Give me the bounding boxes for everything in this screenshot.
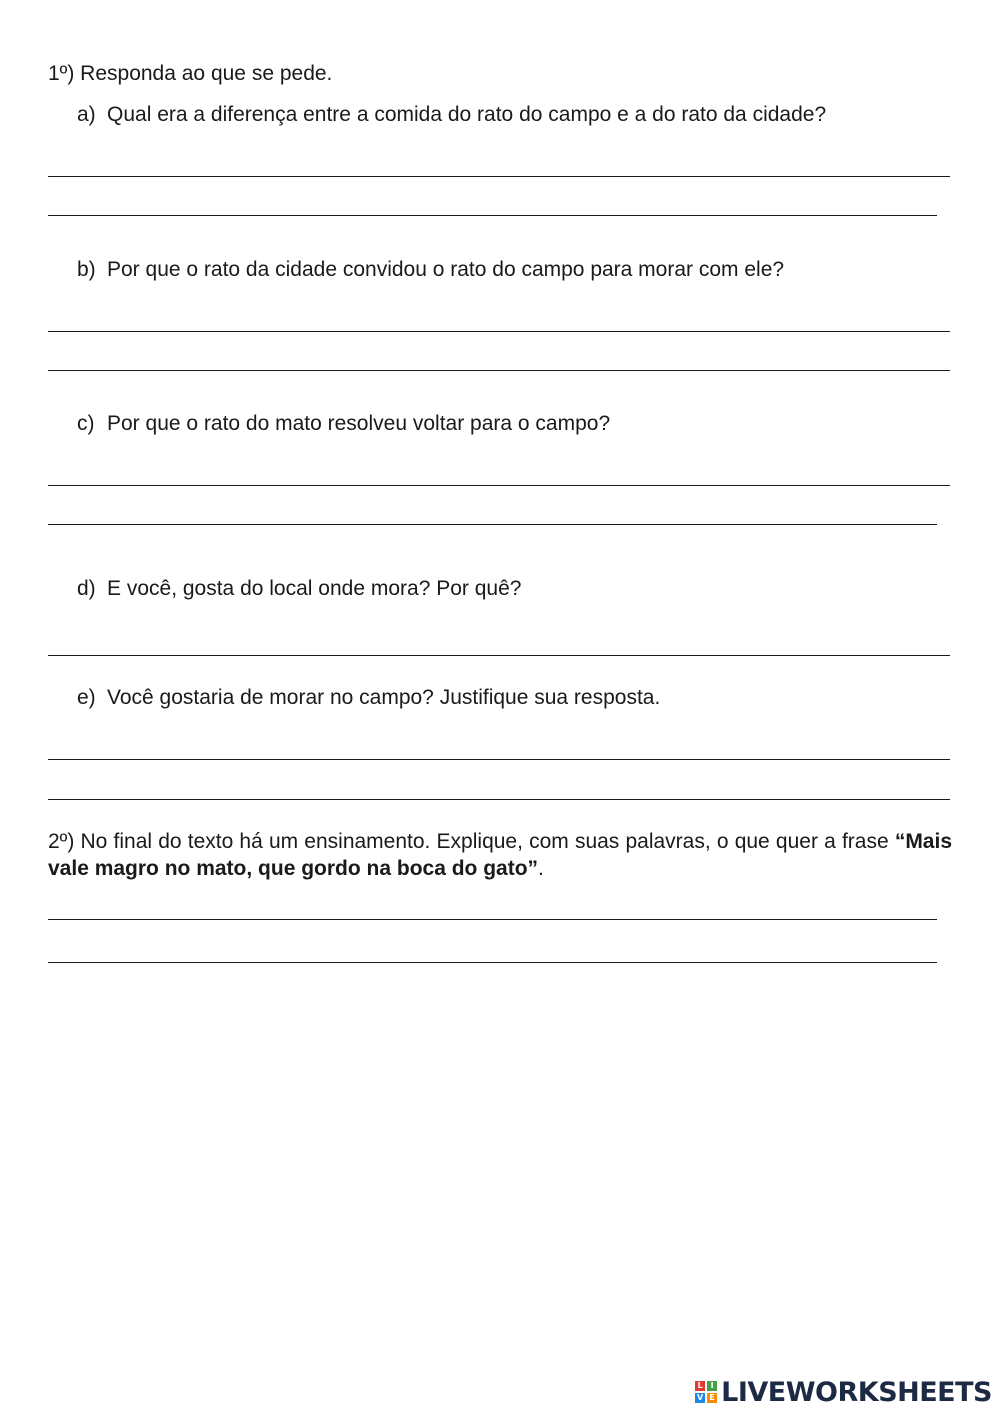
question-2-prompt xyxy=(48,828,952,882)
answer-line-1c-1[interactable] xyxy=(48,485,950,486)
answer-line-2-2[interactable] xyxy=(48,962,937,963)
answer-line-1e-1[interactable] xyxy=(48,759,950,760)
question-letter: b) xyxy=(77,258,96,281)
question-2-quote: “Mais vale magro no mato, que gordo na boca do gato” xyxy=(48,830,952,880)
question-1b xyxy=(77,257,784,283)
logo-text: LIVEWORKSHEETS xyxy=(721,1376,992,1408)
answer-line-1e-2[interactable] xyxy=(48,799,950,800)
question-2-text: 2º) No final do texto há um ensinamento. Explique, com suas palavras, o que quer a frase xyxy=(48,830,895,853)
question-text: Você gostaria de morar no campo? Justifique sua resposta. xyxy=(107,686,661,709)
question-1-heading: 1º) Responda ao que se pede. xyxy=(48,62,333,85)
answer-line-2-1[interactable] xyxy=(48,919,937,920)
logo-letter: V xyxy=(697,1393,704,1402)
question-letter: d) xyxy=(77,577,96,600)
answer-line-1c-2[interactable] xyxy=(48,524,937,525)
answer-line-1a-1[interactable] xyxy=(48,176,950,177)
question-1c xyxy=(77,411,610,437)
question-2-end: . xyxy=(538,857,544,880)
logo-letter: L xyxy=(695,1381,705,1391)
question-1e xyxy=(77,685,660,711)
logo-letter: E xyxy=(707,1393,717,1403)
question-letter: e) xyxy=(77,686,96,709)
question-text: Qual era a diferença entre a comida do rato do campo e a do rato da cidade? xyxy=(107,103,827,126)
question-text: Por que o rato da cidade convidou o rato do campo para morar com ele? xyxy=(107,258,785,281)
answer-line-1d-1[interactable] xyxy=(48,655,950,656)
logo-letter: I xyxy=(707,1381,717,1391)
logo-mark-icon xyxy=(695,1381,717,1403)
liveworksheets-logo xyxy=(695,1377,992,1407)
question-letter: a) xyxy=(77,103,96,126)
answer-line-1a-2[interactable] xyxy=(48,215,937,216)
question-text: Por que o rato do mato resolveu voltar para o campo? xyxy=(107,412,611,435)
question-1d xyxy=(77,576,521,602)
answer-line-1b-2[interactable] xyxy=(48,370,950,371)
question-text: E você, gosta do local onde mora? Por quê? xyxy=(107,577,522,600)
question-letter: c) xyxy=(77,412,95,435)
question-1a xyxy=(77,102,826,128)
answer-line-1b-1[interactable] xyxy=(48,331,950,332)
